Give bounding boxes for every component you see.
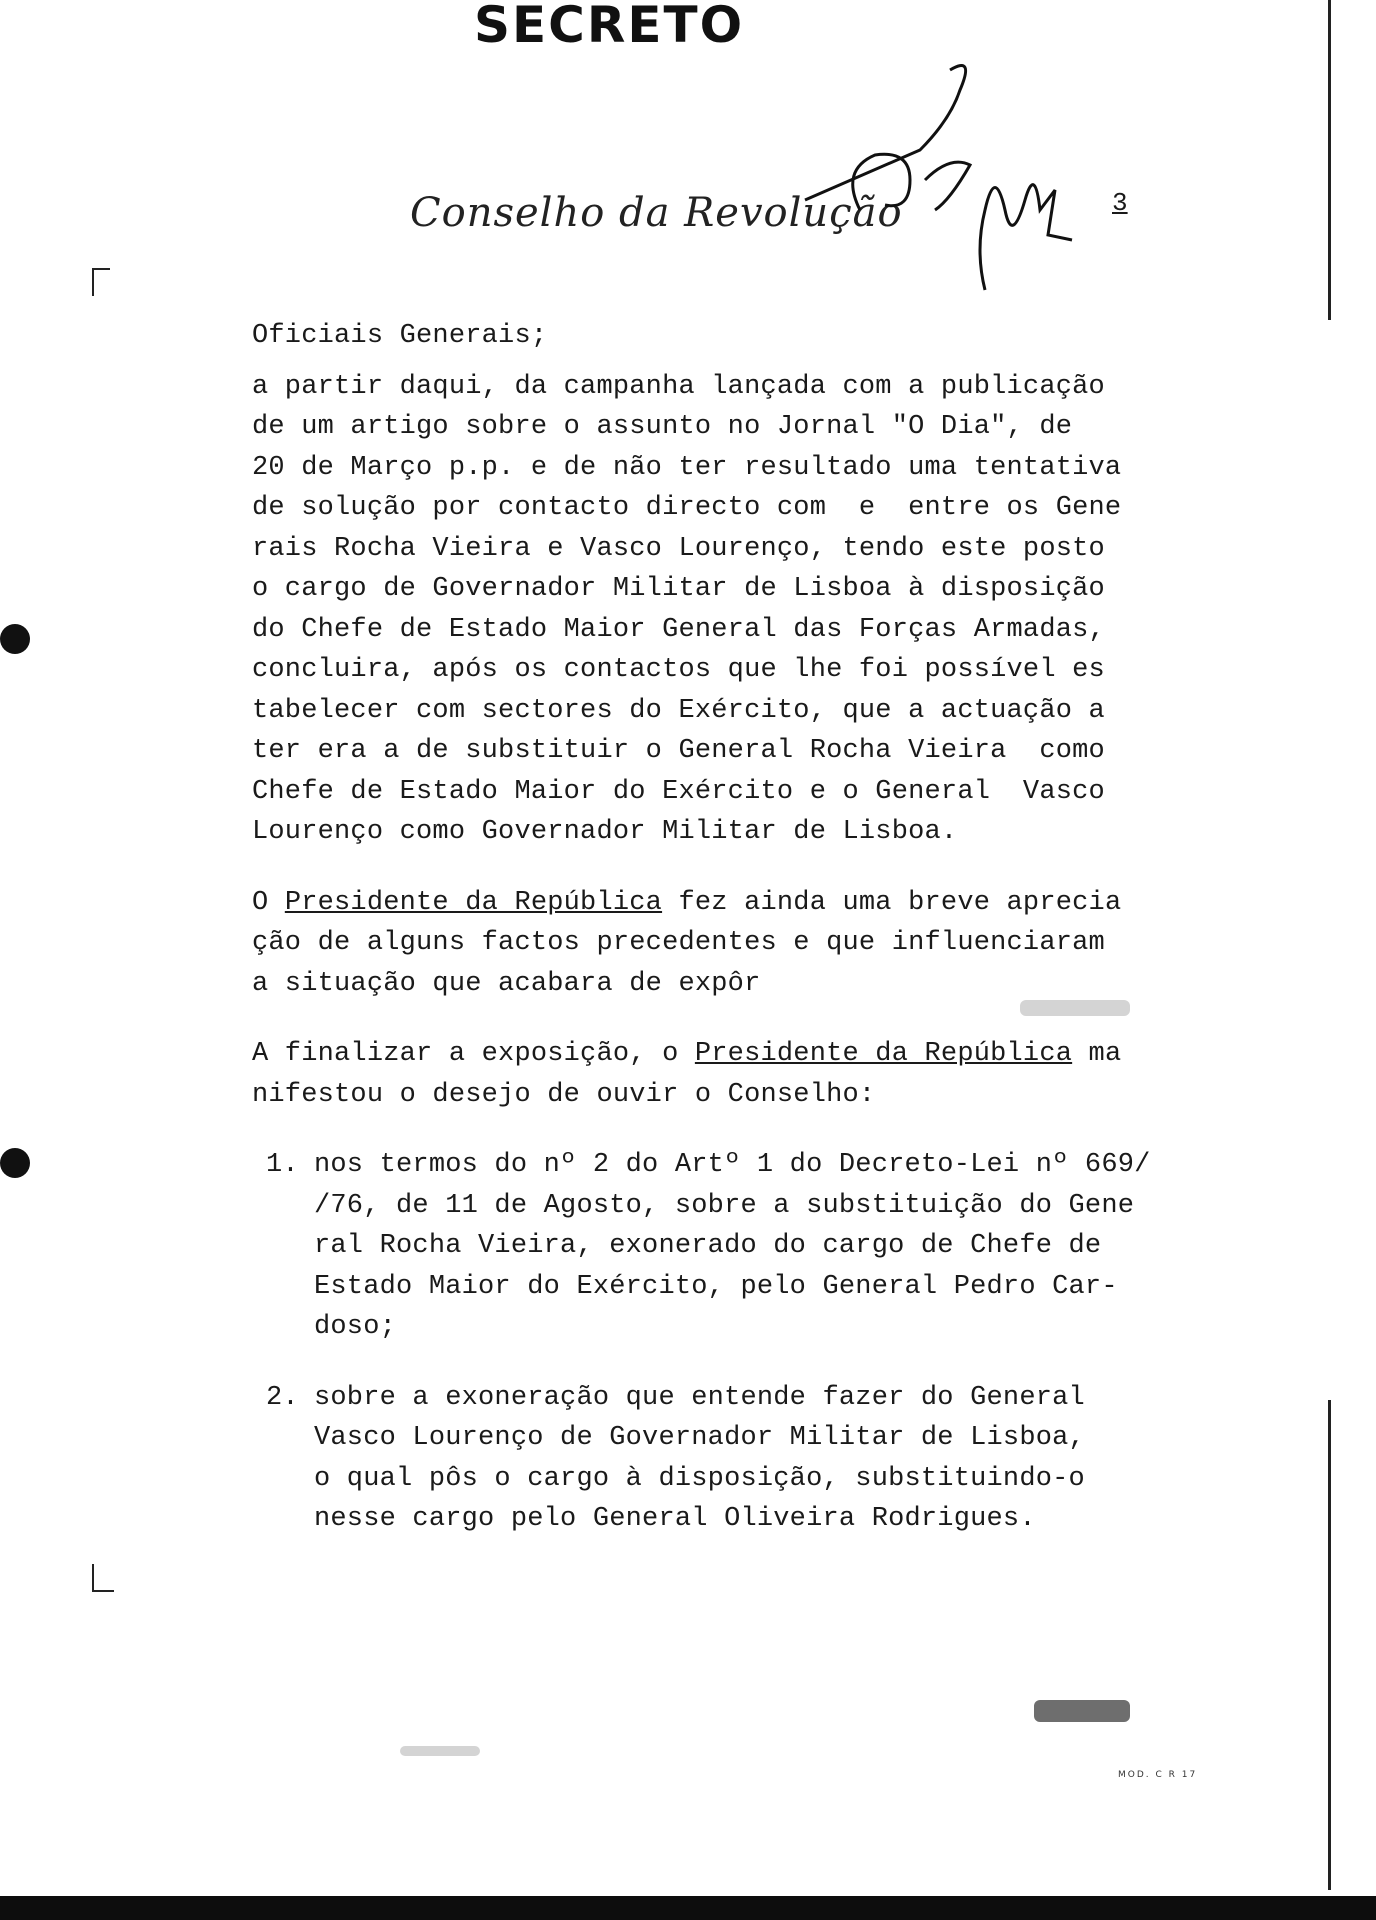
text-line: de solução por contacto directo com e entre os Gene [252,493,1122,523]
letterhead: Conselho da Revolução [410,190,903,236]
list-item [252,1378,1152,1540]
paragraph-1 [252,367,1152,853]
heading-line: Oficiais Generais; [252,321,548,351]
text-line: o qual pôs o cargo à disposição, substituindo-o [314,1463,1085,1494]
punch-hole [0,624,30,654]
text-line: ter era a de substituir o General Rocha Vieira como [252,736,1105,766]
text-line: doso; [314,1312,397,1342]
text-line: o cargo de Governador Militar de Lisboa à disposição [252,574,1105,604]
punch-hole [0,1148,30,1178]
text-line: nifestou o desejo de ouvir o Conselho: [252,1079,876,1110]
paragraph-3 [252,1034,1152,1115]
text-line: a situação que acabara de expôr [252,968,761,999]
text-line [252,883,1152,924]
text-fragment: ma [1072,1039,1122,1069]
text-line: sobre a exoneração que entende fazer do General [314,1382,1085,1413]
text-fragment: A finalizar a exposição, o [252,1039,695,1069]
text-line: Lourenço como Governador Militar de Lisboa. [252,817,958,847]
text-line: a partir daqui, da campanha lançada com a publicação [252,371,1105,402]
underlined-title: Presidente da República [284,887,663,918]
page-number: 3 [1112,188,1128,218]
text-line: concluira, após os contactos que lhe foi possível es [252,655,1105,685]
underlined-title: Presidente da República [694,1039,1073,1069]
text-line: ção de alguns factos precedentes e que influenciaram [252,928,1105,958]
list-number: 1. [266,1150,299,1180]
handwritten-initials [800,60,1080,310]
text-line: rais Rocha Vieira e Vasco Lourenço, tendo este posto [252,533,1105,564]
text-line: Estado Maior do Exército, pelo General Pedro Car- [314,1271,1118,1302]
form-code: MOD. C R 17 [1118,1770,1198,1780]
corner-mark [92,268,110,296]
text-line [252,1034,1152,1075]
text-line: nos termos do nº 2 do Artº 1 do Decreto-Lei nº 669/ [314,1150,1151,1180]
memo-body [252,316,1152,1570]
page-edge-line [1328,0,1331,320]
scan-bottom-edge [0,1896,1376,1920]
ink-smudge [1020,1000,1130,1016]
text-line: do Chefe de Estado Maior General das Forças Armadas, [252,614,1105,645]
text-line: nesse cargo pelo General Oliveira Rodrigues. [314,1504,1036,1534]
ink-smudge [1034,1700,1130,1722]
classification-stamp: SECRETO [474,0,745,54]
text-fragment: fez ainda uma breve aprecia [662,887,1122,918]
text-line: tabelecer com sectores do Exército, que a actuação a [252,695,1105,726]
list-number: 2. [266,1382,299,1413]
text-line: Vasco Lourenço de Governador Militar de Lisboa, [314,1423,1085,1453]
corner-mark [92,1564,114,1592]
paragraph-2 [252,883,1152,1005]
ink-smudge [400,1746,480,1756]
text-line: /76, de 11 de Agosto, sobre a substituição do Gene [314,1190,1135,1221]
text-line: 20 de Março p.p. e de não ter resultado uma tentativa [252,452,1122,483]
text-fragment: O [252,887,285,918]
list-item [252,1145,1152,1348]
text-line: Chefe de Estado Maior do Exército e o General Vasco [252,776,1105,807]
page-edge-line [1328,1400,1331,1890]
text-line: de um artigo sobre o assunto no Jornal "O Dia", de [252,412,1073,442]
text-line: ral Rocha Vieira, exonerado do cargo de Chefe de [314,1231,1102,1261]
